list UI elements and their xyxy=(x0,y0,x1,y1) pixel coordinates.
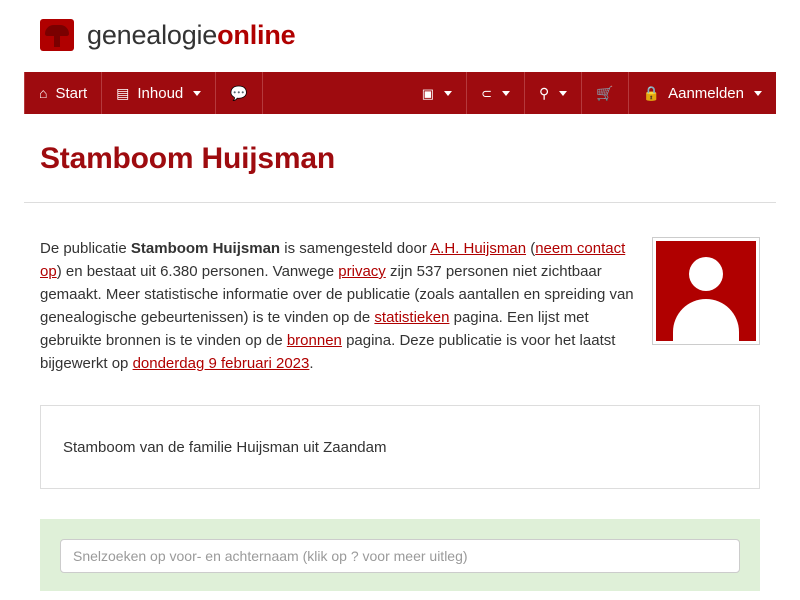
nav-spacer xyxy=(263,72,408,114)
link-author[interactable]: A.H. Huijsman xyxy=(430,240,527,257)
intro-row xyxy=(24,237,776,375)
chevron-down-icon xyxy=(502,91,510,96)
brand-title-part2: online xyxy=(217,19,296,50)
nav-item-comments[interactable] xyxy=(216,72,262,114)
intro-text-7: pagina. Deze publicatie is voor het laatst bijgewerkt op xyxy=(40,332,616,372)
home-icon: ⌂ xyxy=(39,85,48,101)
chevron-down-icon xyxy=(559,91,567,96)
publication-intro xyxy=(40,237,634,375)
link-update-date[interactable]: donderdag 9 februari 2023 xyxy=(132,355,310,372)
intro-publication-name: Stamboom Huijsman xyxy=(130,240,281,257)
link-bronnen[interactable]: bronnen xyxy=(286,332,342,349)
intro-text-4: ) en bestaat uit 6.380 personen. Vanwege xyxy=(56,263,339,280)
nav-item-aanmelden[interactable] xyxy=(629,72,776,114)
publication-description-text: Stamboom van de familie Huijsman uit Zaandam xyxy=(63,438,387,456)
link-statistieken[interactable]: statistieken xyxy=(374,309,450,326)
cart-icon: 🛒 xyxy=(596,85,614,101)
tree-logo-icon[interactable] xyxy=(40,19,74,51)
user-avatar-icon xyxy=(656,241,756,341)
title-divider xyxy=(24,202,776,203)
nav-label-aanmelden: Aanmelden xyxy=(668,84,744,102)
nav-item-calendar[interactable] xyxy=(408,72,467,114)
brand-header xyxy=(0,0,800,70)
avatar-frame xyxy=(652,237,760,345)
intro-text-8: . xyxy=(309,355,314,372)
intro-text-1: De publicatie xyxy=(40,240,131,257)
nav-label-start: Start xyxy=(55,84,88,102)
intro-text-2: is samengesteld door xyxy=(280,240,431,257)
brand-title-part1: genealogie xyxy=(87,19,218,50)
intro-text-3: ( xyxy=(526,240,536,257)
comments-icon: 💬 xyxy=(230,85,248,101)
search-input[interactable] xyxy=(60,539,740,573)
link-privacy[interactable]: privacy xyxy=(338,263,386,280)
book-icon: ▤ xyxy=(116,85,130,101)
chevron-down-icon xyxy=(444,91,452,96)
calendar-icon: ▣ xyxy=(421,85,435,101)
publication-description-box xyxy=(40,405,760,489)
nav-item-search[interactable] xyxy=(525,72,582,114)
lock-icon: 🔒 xyxy=(642,85,661,101)
nav-item-inhoud[interactable] xyxy=(102,72,216,114)
intro-text-5: zijn 537 personen niet zichtbaar gemaakt. Meer statistische informatie over de publicatie (zoals aantallen en spreiding van genealogische gebeurtenissen) is te vinden op de xyxy=(40,263,634,326)
main-navigation xyxy=(24,72,776,114)
chevron-down-icon xyxy=(193,91,201,96)
main-content xyxy=(24,128,776,591)
brand-title[interactable] xyxy=(87,20,295,51)
nav-label-inhoud: Inhoud xyxy=(137,84,184,102)
tree-branch-icon: ⊂ xyxy=(481,85,492,101)
page-title: Stamboom Huijsman xyxy=(40,142,335,175)
nav-item-cart[interactable] xyxy=(582,72,628,114)
chevron-down-icon xyxy=(754,91,762,96)
search-icon: ⚲ xyxy=(538,85,550,101)
intro-text-6: pagina. Een lijst met gebruikte bronnen is te vinden op de xyxy=(40,309,589,349)
quick-search-panel xyxy=(40,519,760,591)
link-contact[interactable]: neem contact op xyxy=(40,240,626,280)
nav-item-start[interactable] xyxy=(24,72,102,114)
nav-item-tree[interactable] xyxy=(467,72,525,114)
